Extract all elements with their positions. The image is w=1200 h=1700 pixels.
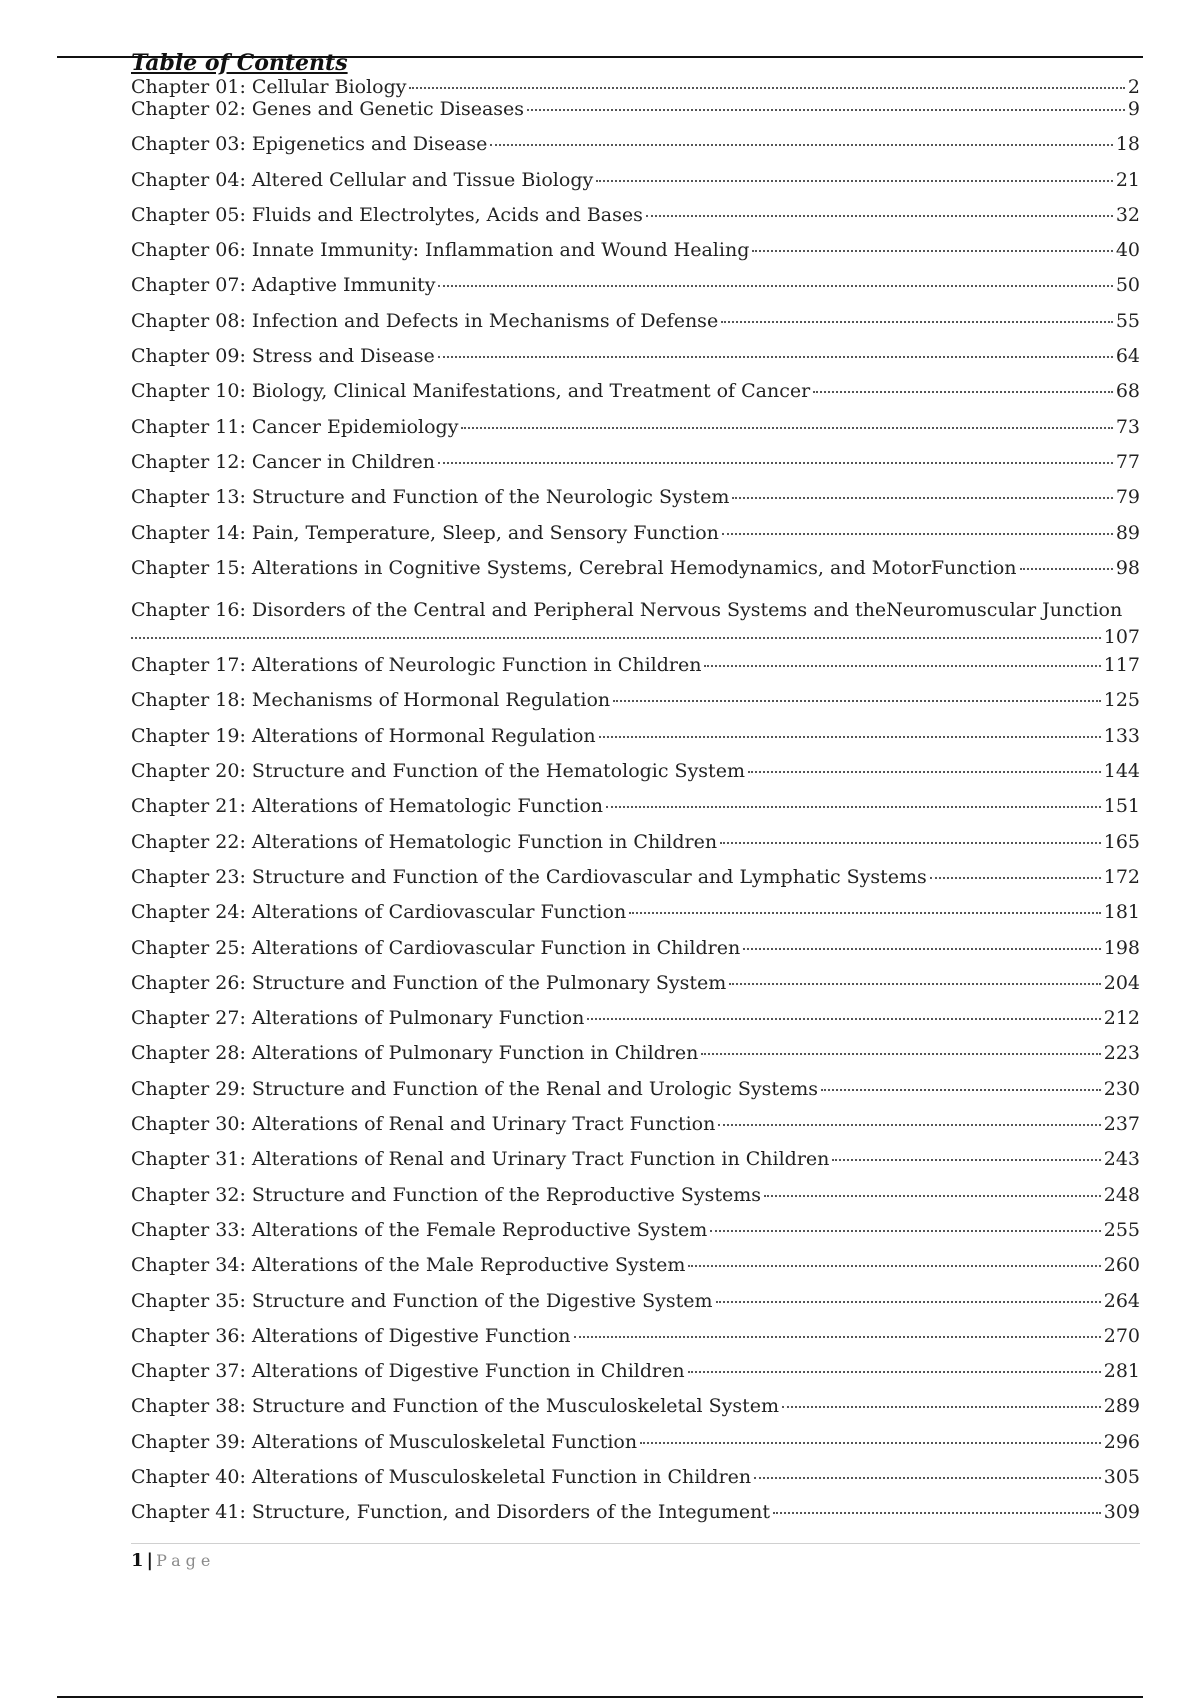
dot-leader (754, 1477, 1101, 1479)
toc-entry[interactable] (131, 522, 1140, 557)
toc-entry-label: Chapter 09: Stress and Disease (131, 345, 435, 368)
footer-separator: | (146, 1549, 154, 1571)
dot-leader (716, 1301, 1101, 1303)
toc-entry-label: Chapter 15: Alterations in Cognitive Systems, Cerebral Hemodynamics, and MotorFunction (131, 556, 1017, 579)
toc-entry[interactable] (131, 1325, 1140, 1360)
toc-entry-page: 281 (1103, 1360, 1140, 1383)
toc-entry-page: 255 (1103, 1218, 1140, 1241)
toc-entry[interactable] (131, 1431, 1140, 1466)
dot-leader (821, 1089, 1101, 1091)
toc-entry-label: Chapter 40: Alterations of Musculoskeletal Function in Children (131, 1465, 752, 1488)
toc-entry-page: 309 (1103, 1501, 1140, 1524)
dot-leader (688, 1265, 1100, 1267)
toc-entry-page: 264 (1103, 1289, 1140, 1312)
dot-leader (640, 1442, 1101, 1444)
toc-entry[interactable] (131, 866, 1140, 901)
dot-leader (629, 912, 1101, 914)
toc-entry-label: Chapter 06: Innate Immunity: Inflammation and Wound Healing (131, 239, 750, 262)
toc-entry[interactable] (131, 486, 1140, 521)
dot-leader (813, 391, 1113, 393)
toc-entry-page: 2 (1127, 76, 1140, 98)
dot-leader (527, 109, 1125, 111)
dot-leader (743, 948, 1101, 950)
toc-entry-label: Chapter 27: Alterations of Pulmonary Function (131, 1007, 585, 1030)
toc-entry[interactable] (131, 1113, 1140, 1148)
toc-entry-label: Chapter 28: Alterations of Pulmonary Function in Children (131, 1042, 699, 1065)
toc-entry[interactable] (131, 1466, 1140, 1501)
toc-entry-page: 289 (1103, 1395, 1140, 1418)
toc-entry-page: 77 (1115, 450, 1140, 473)
toc-entry[interactable] (131, 760, 1140, 795)
toc-entry-page: 89 (1115, 521, 1140, 544)
toc-entry-page: 79 (1115, 486, 1140, 509)
toc-entry-label: Chapter 34: Alterations of the Male Reproductive System (131, 1254, 686, 1277)
dot-leader (722, 533, 1113, 535)
footer-page-word: Page (156, 1550, 216, 1570)
toc-entry[interactable] (131, 901, 1140, 936)
toc-entry[interactable] (131, 1254, 1140, 1289)
toc-entry-page: 21 (1115, 168, 1140, 191)
toc-entry[interactable] (131, 416, 1140, 451)
toc-entry-label: Chapter 19: Alterations of Hormonal Regulation (131, 724, 596, 747)
toc-entry-label: Chapter 41: Structure, Function, and Disorders of the Integument (131, 1501, 770, 1524)
toc-entry[interactable] (131, 1290, 1140, 1325)
toc-entry-label: Chapter 12: Cancer in Children (131, 450, 435, 473)
toc-entry-page: 32 (1115, 203, 1140, 226)
dot-leader (752, 250, 1112, 252)
toc-entry[interactable] (131, 239, 1140, 274)
toc-entry-page: 270 (1103, 1324, 1140, 1347)
toc-entry[interactable] (131, 98, 1140, 133)
toc-entry[interactable] (131, 1395, 1140, 1430)
dot-leader (599, 736, 1101, 738)
toc-entry-page: 73 (1115, 415, 1140, 438)
dot-leader (710, 1230, 1100, 1232)
toc-entry[interactable] (131, 1501, 1140, 1536)
toc-entry[interactable] (131, 76, 1140, 98)
toc-entry[interactable] (131, 1219, 1140, 1254)
toc-entry-label: Chapter 25: Alterations of Cardiovascular Function in Children (131, 936, 741, 959)
toc-entry[interactable] (131, 310, 1140, 345)
dot-leader (782, 1406, 1101, 1408)
toc-entry[interactable] (131, 1042, 1140, 1077)
toc-entry[interactable] (131, 557, 1140, 592)
page-content (131, 50, 1140, 1572)
toc-entry-page: 55 (1115, 309, 1140, 332)
toc-entry-page: 165 (1103, 830, 1140, 853)
toc-entry[interactable] (131, 1184, 1140, 1219)
toc-entry-page: 212 (1103, 1007, 1140, 1030)
footer-rule (131, 1543, 1140, 1544)
dot-leader (613, 700, 1101, 702)
toc-entry-label: Chapter 36: Alterations of Digestive Function (131, 1324, 571, 1347)
toc-entry-label: Chapter 01: Cellular Biology (131, 76, 407, 98)
toc-entry[interactable] (131, 689, 1140, 724)
toc-entry-label: Chapter 02: Genes and Genetic Diseases (131, 98, 525, 120)
dot-leader (438, 285, 1112, 287)
toc-entry-label: Chapter 30: Alterations of Renal and Urinary Tract Function (131, 1113, 716, 1136)
toc-entry-label: Chapter 14: Pain, Temperature, Sleep, and Sensory Function (131, 521, 719, 544)
dot-leader (701, 1053, 1100, 1055)
toc-entry-label: Chapter 37: Alterations of Digestive Function in Children (131, 1360, 685, 1383)
toc-entry[interactable] (131, 937, 1140, 972)
toc-entry-label: Chapter 03: Epigenetics and Disease (131, 133, 488, 156)
toc-entry-page: 18 (1115, 133, 1140, 156)
toc-entry[interactable] (131, 1360, 1140, 1395)
toc-entry-label: Chapter 04: Altered Cellular and Tissue Biology (131, 168, 594, 191)
toc-entry-page: 9 (1127, 98, 1140, 120)
page-footer (131, 1550, 1140, 1572)
toc-entry[interactable] (131, 345, 1140, 380)
dot-leader (606, 806, 1101, 808)
toc-list (131, 76, 1140, 1537)
toc-entry-label: Chapter 13: Structure and Function of the Neurologic System (131, 486, 730, 509)
toc-entry-page: 305 (1103, 1465, 1140, 1488)
bottom-rule (57, 1696, 1143, 1698)
toc-entry[interactable] (131, 274, 1140, 309)
dot-leader (732, 497, 1112, 499)
toc-title: Table of Contents (131, 50, 348, 76)
toc-entry-label: Chapter 11: Cancer Epidemiology (131, 415, 459, 438)
toc-entry-label: Chapter 17: Alterations of Neurologic Function in Children (131, 654, 702, 677)
dot-leader (704, 665, 1100, 667)
toc-entry-label: Chapter 23: Structure and Function of the Cardiovascular and Lymphatic Systems (131, 865, 927, 888)
toc-entry-label: Chapter 39: Alterations of Musculoskeletal Function (131, 1430, 638, 1453)
toc-entry-page: 237 (1103, 1113, 1140, 1136)
toc-entry[interactable] (131, 592, 1140, 654)
toc-entry[interactable] (131, 1007, 1140, 1042)
toc-entry-page: 133 (1103, 724, 1140, 747)
toc-entry[interactable] (131, 451, 1140, 486)
dot-leader (490, 144, 1112, 146)
dot-leader (720, 842, 1101, 844)
footer-page-number: 1 (131, 1549, 144, 1571)
toc-entry-page: 172 (1103, 865, 1140, 888)
toc-entry-label: Chapter 29: Structure and Function of the Renal and Urologic Systems (131, 1077, 819, 1100)
toc-entry-page: 68 (1115, 380, 1140, 403)
toc-entry-page: 248 (1103, 1183, 1140, 1206)
toc-entry-page: 223 (1103, 1042, 1140, 1065)
toc-entry-label: Chapter 26: Structure and Function of the Pulmonary System (131, 971, 727, 994)
toc-entry-page: 204 (1103, 971, 1140, 994)
toc-entry[interactable] (131, 133, 1140, 168)
dot-leader (688, 1371, 1101, 1373)
toc-entry-label: Chapter 20: Structure and Function of the Hematologic System (131, 760, 745, 783)
toc-entry-label: Chapter 31: Alterations of Renal and Urinary Tract Function in Children (131, 1148, 830, 1171)
dot-leader (574, 1336, 1101, 1338)
toc-entry-page: 144 (1103, 760, 1140, 783)
dot-leader (832, 1159, 1100, 1161)
dot-leader (438, 462, 1113, 464)
toc-entry-label: Chapter 08: Infection and Defects in Mechanisms of Defense (131, 309, 719, 332)
toc-entry[interactable] (131, 831, 1140, 866)
dot-leader (646, 215, 1113, 217)
toc-entry-label: Chapter 10: Biology, Clinical Manifestations, and Treatment of Cancer (131, 380, 811, 403)
toc-entry-page: 198 (1103, 936, 1140, 959)
toc-entry-label: Chapter 38: Structure and Function of the Musculoskeletal System (131, 1395, 780, 1418)
toc-entry-label: Chapter 21: Alterations of Hematologic Function (131, 795, 604, 818)
toc-entry-label: Chapter 33: Alterations of the Female Reproductive System (131, 1218, 708, 1241)
toc-entry[interactable] (131, 1078, 1140, 1113)
toc-entry-label: Chapter 18: Mechanisms of Hormonal Regulation (131, 689, 611, 712)
toc-entry-page: 50 (1115, 274, 1140, 297)
toc-entry-page: 40 (1115, 239, 1140, 262)
dot-leader (721, 321, 1113, 323)
toc-entry[interactable] (131, 654, 1140, 689)
dot-leader (930, 877, 1101, 879)
dot-leader (1020, 568, 1113, 570)
toc-entry-label: Chapter 05: Fluids and Electrolytes, Acids and Bases (131, 203, 643, 226)
dot-leader (438, 356, 1113, 358)
dot-leader (409, 87, 1124, 89)
dot-leader (764, 1195, 1101, 1197)
toc-entry[interactable] (131, 1148, 1140, 1183)
dot-leader (587, 1018, 1100, 1020)
toc-entry[interactable] (131, 380, 1140, 415)
dot-leader (596, 180, 1113, 182)
toc-entry-label: Chapter 16: Disorders of the Central and Peripheral Nervous Systems and theNeuromuscular Junction (131, 599, 1123, 622)
toc-entry-page: 230 (1103, 1077, 1140, 1100)
toc-entry-page: 125 (1103, 689, 1140, 712)
dot-leader (748, 771, 1101, 773)
dot-leader (773, 1512, 1101, 1514)
dot-leader (718, 1124, 1100, 1126)
toc-entry[interactable] (131, 795, 1140, 830)
toc-entry[interactable] (131, 204, 1140, 239)
toc-entry-page: 296 (1103, 1430, 1140, 1453)
toc-entry-page: 260 (1103, 1254, 1140, 1277)
toc-entry-page: 181 (1103, 901, 1140, 924)
toc-entry[interactable] (131, 725, 1140, 760)
toc-entry[interactable] (131, 169, 1140, 204)
toc-entry[interactable] (131, 972, 1140, 1007)
toc-entry-page: 64 (1115, 345, 1140, 368)
toc-entry-continuation (131, 624, 1140, 651)
toc-entry-label: Chapter 24: Alterations of Cardiovascular Function (131, 901, 627, 924)
toc-entry-page: 151 (1103, 795, 1140, 818)
toc-entry-page: 117 (1103, 654, 1140, 677)
toc-entry-page: 243 (1103, 1148, 1140, 1171)
dot-leader (461, 427, 1112, 429)
toc-entry-page: 107 (1103, 626, 1140, 649)
toc-entry-label: Chapter 07: Adaptive Immunity (131, 274, 436, 297)
toc-entry-page: 98 (1115, 556, 1140, 579)
toc-entry-label: Chapter 35: Structure and Function of the Digestive System (131, 1289, 713, 1312)
dot-leader (131, 637, 1101, 639)
toc-entry-label: Chapter 32: Structure and Function of the Reproductive Systems (131, 1183, 762, 1206)
toc-entry-label: Chapter 22: Alterations of Hematologic Function in Children (131, 830, 718, 853)
dot-leader (729, 983, 1100, 985)
